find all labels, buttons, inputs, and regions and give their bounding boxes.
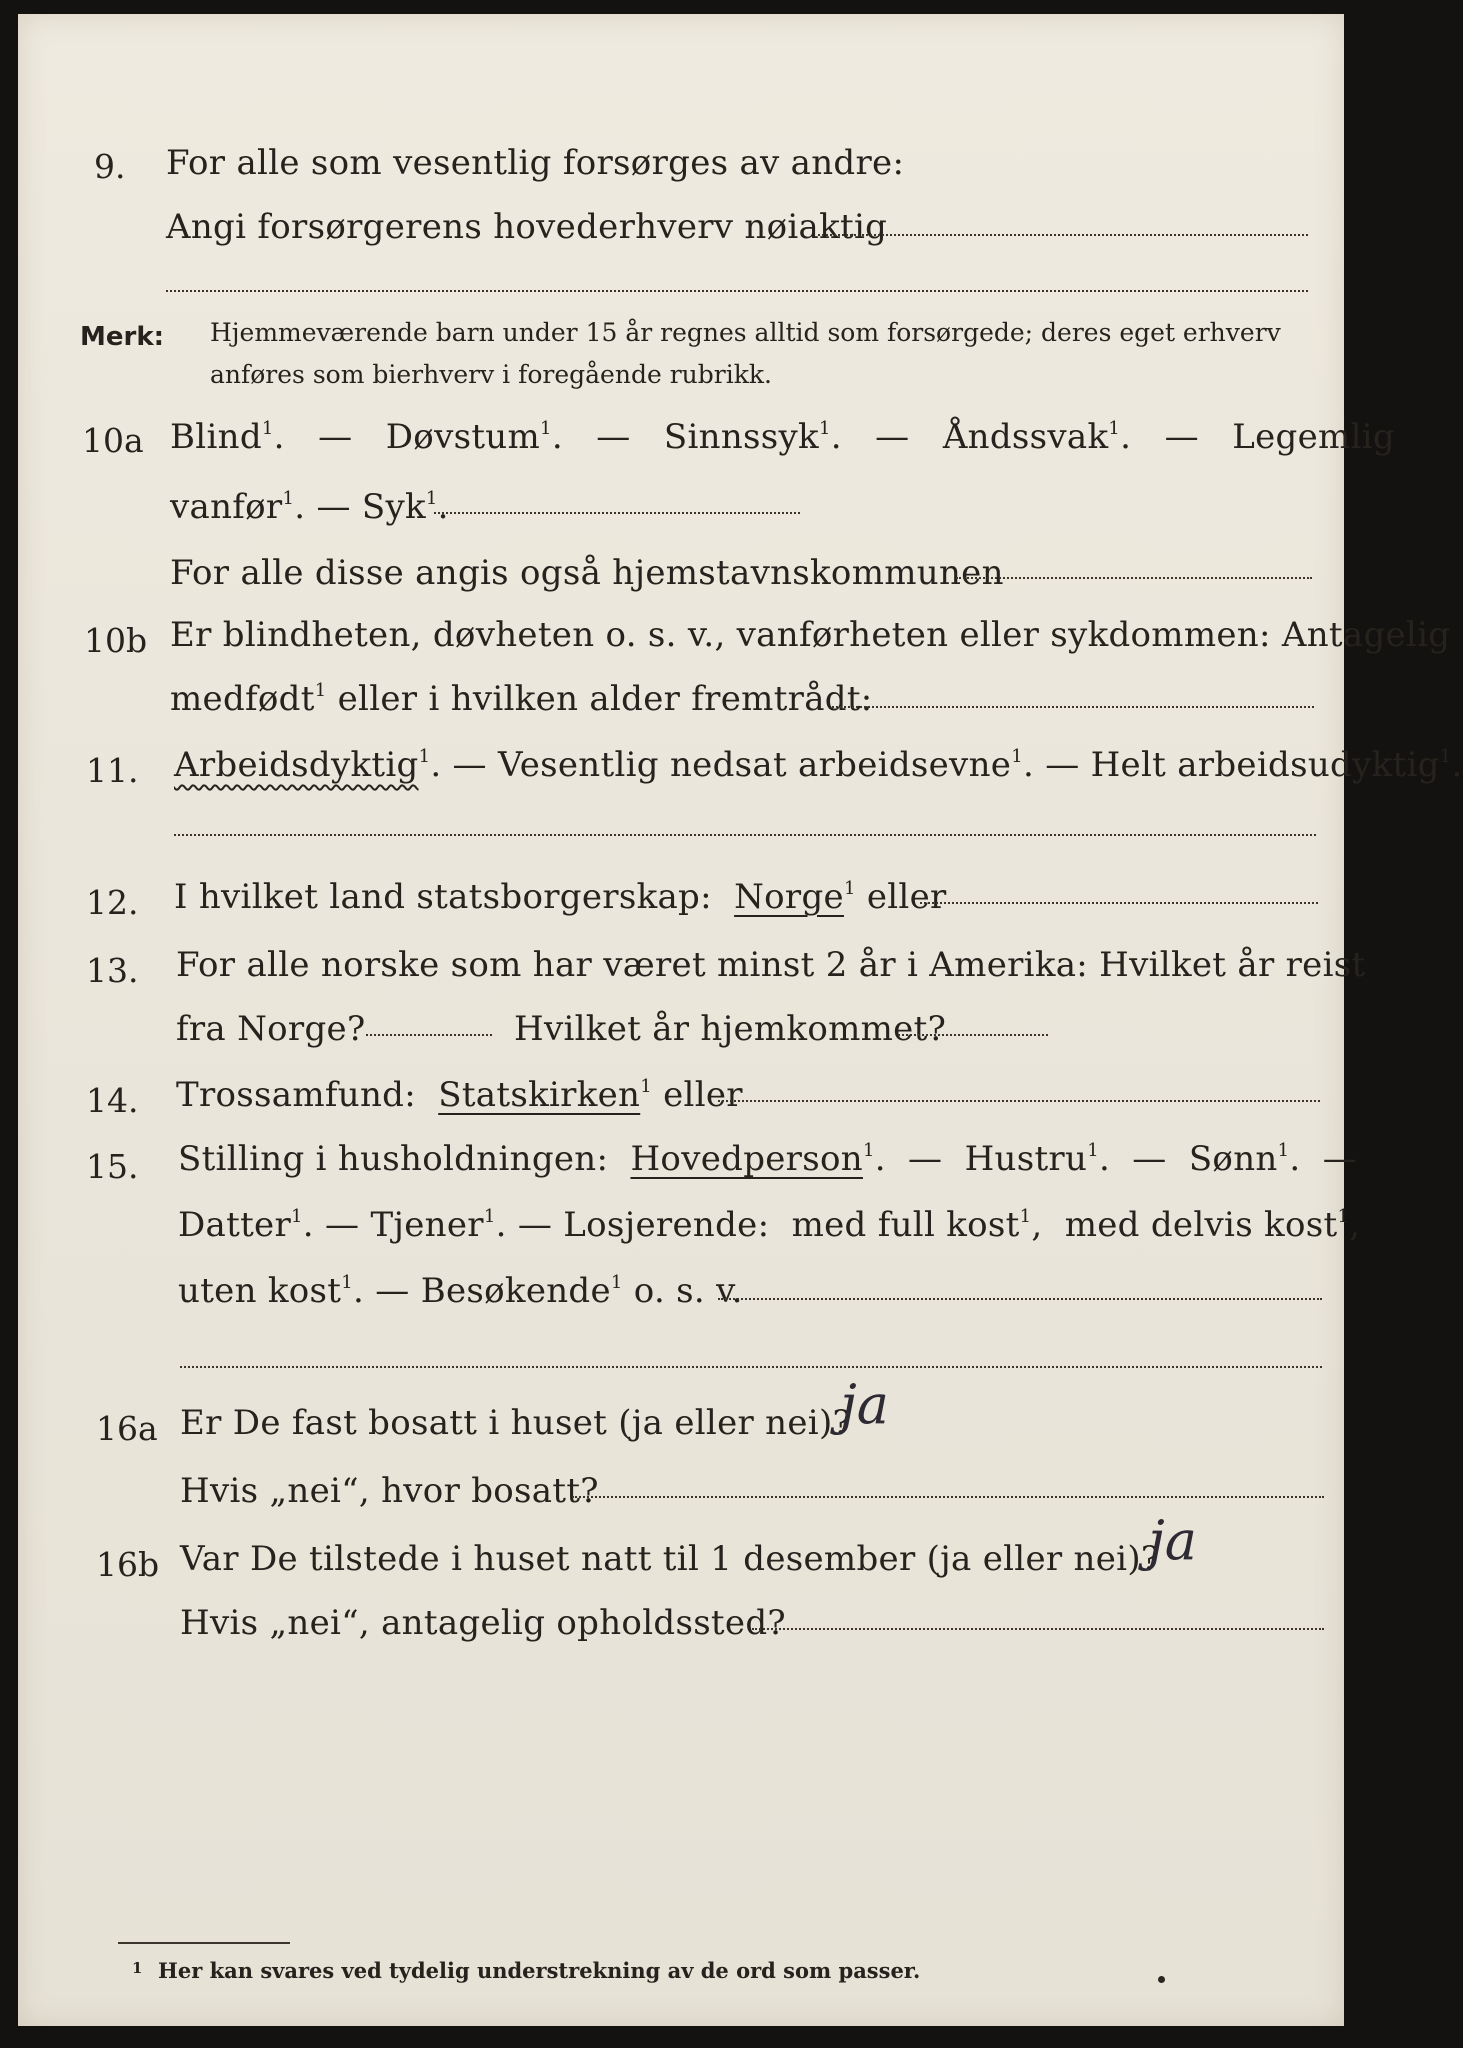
q16b-answer[interactable]: ja [1148,1509,1197,1572]
q15-line2: Datter$^1$. — Tjener$^1$. — Losjerende: med full kost$^1$, med delvis kost$^1$, [178,1205,1361,1245]
opt-udyktig[interactable]: Helt arbeidsudyktig [1090,745,1440,785]
q16a-line1: Er De fast bosatt i huset (ja eller nei)? [180,1403,852,1443]
q10a-number: 10a [82,421,144,460]
q11-number: 11. [86,751,139,790]
merk-line1: Hjemmeværende barn under 15 år regnes alltid som forsørgede; deres eget erhverv [210,318,1281,347]
opt-uten-kost[interactable]: uten kost [178,1271,342,1311]
q15-answer-field-2[interactable] [180,1366,1322,1368]
q11-answer-field[interactable] [174,834,1316,836]
q14-answer-field[interactable] [718,1100,1320,1102]
opt-arbeidsdyktig[interactable]: Arbeidsdyktig [174,745,419,785]
q9-line2: Angi forsørgerens hovederhverv nøiaktig [166,207,888,247]
q10b-line2: medfødt$^1$ eller i hvilken alder fremtrådt: [170,679,873,719]
q12-line: I hvilket land statsborgerskap: Norge$^1$ eller [174,877,947,917]
q10a-hjemstavn-field[interactable] [956,577,1312,579]
q13-number: 13. [86,951,139,990]
q16a-number: 16a [96,1409,158,1448]
census-form-page [18,14,1463,2026]
q15-number: 15. [86,1147,139,1186]
q10b-line1: Er blindheten, døvheten o. s. v., vanførheten eller sykdommen: Antagelig [170,615,1451,655]
q10a-line3: For alle disse angis også hjemstavnskommunen [170,553,1004,593]
q9-number: 9. [94,147,126,186]
opt-statskirken[interactable]: Statskirken [438,1075,641,1115]
q10a-answer-field[interactable] [434,512,800,514]
opt-nedsat[interactable]: Vesentlig nedsat arbeidsevne [497,745,1012,785]
opt-medfodt[interactable]: medfødt [170,679,315,719]
q13-reist-field[interactable] [366,1034,492,1036]
opt-datter[interactable]: Datter [178,1205,292,1245]
q9-answer-field[interactable] [818,234,1308,236]
q9-line1: For alle som vesentlig forsørges av andre: [166,143,905,183]
opt-hustru[interactable]: Hustru [964,1139,1088,1179]
q9-answer-field-2[interactable] [166,290,1308,292]
merk-label: Merk: [80,322,165,352]
opt-sonn[interactable]: Sønn [1188,1139,1278,1179]
opt-tjener[interactable]: Tjener [370,1205,484,1245]
q13-hjemkommet-field[interactable] [898,1034,1048,1036]
q16b-opholdssted-field[interactable] [752,1628,1324,1630]
q13-hjemkommet: Hvilket år hjemkommet? [514,1009,947,1049]
q15-answer-field[interactable] [718,1298,1322,1300]
ink-speck [1158,1976,1165,1983]
opt-full-kost[interactable]: med full kost [791,1205,1020,1245]
q10b-number: 10b [84,621,148,660]
q16a-bosatt-field[interactable] [572,1496,1324,1498]
q10b-answer-field[interactable] [832,706,1314,708]
q10a-line1: Blind$^1$. — Døvstum$^1$. — Sinnssyk$^1$. — Åndssvak$^1$. — Legemlig [170,417,1395,457]
footnote-mark: 1 [132,1959,143,1977]
opt-vanfor[interactable]: vanfør [170,487,283,527]
opt-dovstum[interactable]: Døvstum [385,417,541,457]
opt-norge[interactable]: Norge [734,877,844,917]
q10a-line2: vanfør$^1$. — Syk$^1$. [170,487,449,527]
opt-besokende[interactable]: Besøkende [420,1271,611,1311]
opt-andssvak[interactable]: Åndssvak [942,417,1109,457]
q16b-number: 16b [96,1545,160,1584]
q16a-line2: Hvis „nei“, hvor bosatt? [180,1471,599,1511]
q13-line1: For alle norske som har været minst 2 år i Amerika: Hvilket år reist [176,945,1366,985]
opt-legemlig[interactable]: Legemlig [1232,417,1395,457]
merk-line2: anføres som bierhverv i foregående rubrikk. [210,360,772,389]
opt-syk[interactable]: Syk [361,487,426,527]
q14-line: Trossamfund: Statskirken$^1$ eller [176,1075,743,1115]
q11-line: Arbeidsdyktig$^1$. — Vesentlig nedsat arbeidsevne$^1$. — Helt arbeidsudyktig$^1$. [174,745,1463,785]
q12-number: 12. [86,883,139,922]
q15-line1: Stilling i husholdningen: Hovedperson$^1$. — Hustru$^1$. — Sønn$^1$. — [178,1139,1357,1179]
opt-delvis-kost[interactable]: med delvis kost [1064,1205,1338,1245]
q15-line3: uten kost$^1$. — Besøkende$^1$ o. s. v. [178,1271,743,1311]
q16a-answer[interactable]: ja [840,1373,889,1436]
q12-answer-field[interactable] [920,902,1318,904]
opt-blind[interactable]: Blind [170,417,262,457]
footnote-rule [118,1942,290,1944]
q16b-line2: Hvis „nei“, antagelig opholdssted? [180,1603,786,1643]
opt-sinnssyk[interactable]: Sinnssyk [663,417,819,457]
q14-number: 14. [86,1081,139,1120]
footnote-text: Her kan svares ved tydelig understrekning av de ord som passer. [158,1958,921,1983]
opt-hovedperson[interactable]: Hovedperson [630,1139,863,1179]
q16b-line1: Var De tilstede i huset natt til 1 desember (ja eller nei)? [180,1539,1160,1579]
q13-fra-norge: fra Norge? [176,1009,366,1049]
